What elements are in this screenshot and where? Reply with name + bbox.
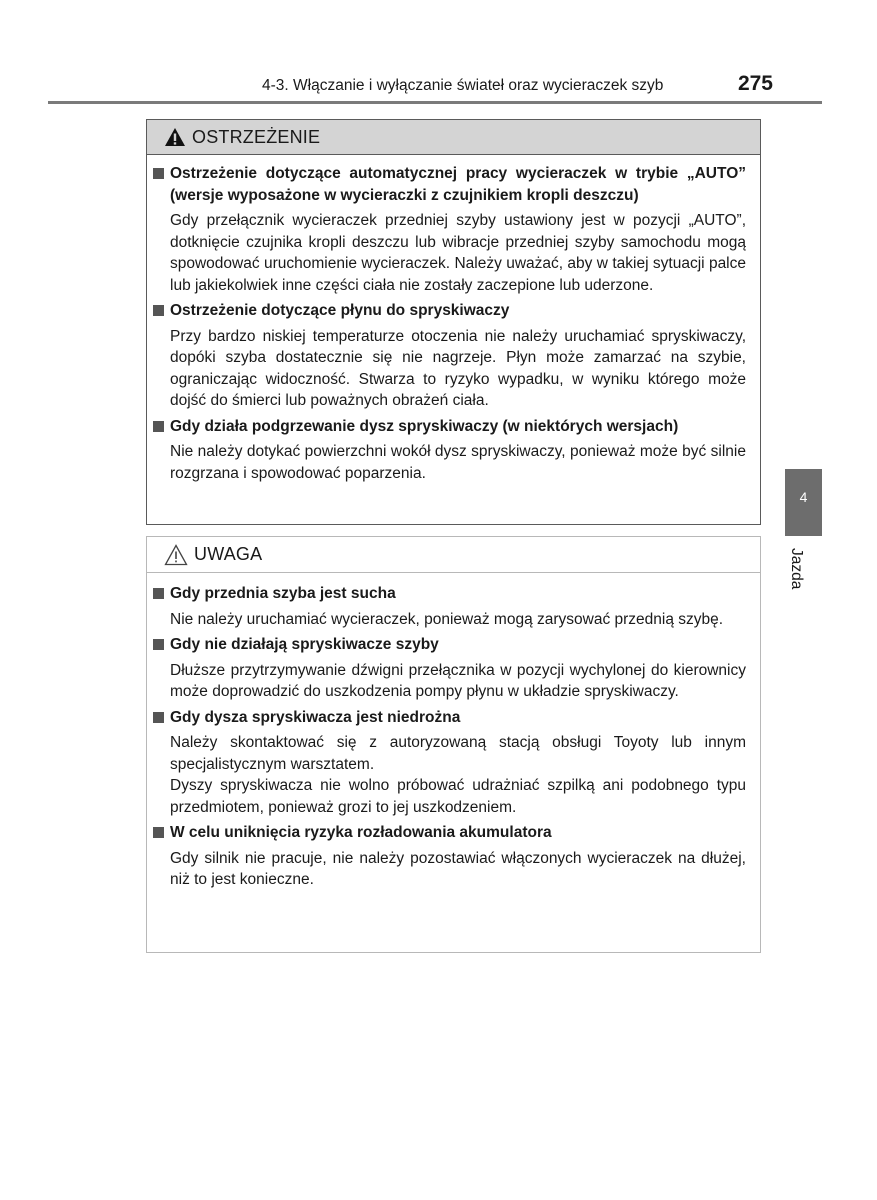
warning-triangle-icon [164,127,186,147]
section-paragraph: Nie należy dotykać powierzchni wokół dysz spryskiwaczy, ponieważ może być silnie rozgrzana i spowodować poparzenia. [170,443,746,482]
bullet-square [153,588,164,599]
caution-triangle-icon [164,544,188,566]
header-section-title: 4-3. Włączanie i wyłączanie świateł oraz wycieraczek szyb [262,77,664,94]
bullet-square [153,712,164,723]
section-title: Gdy nie działają spryskiwacze szyby [170,636,439,653]
header-rule [48,101,822,104]
bullet-square [153,168,164,179]
notice-title: UWAGA [194,544,263,564]
section-paragraph: Przy bardzo niskiej temperaturze otoczenia nie należy uruchamiać spryskiwaczy, dopóki szyba dostatecznie się nie nagrzeje. Płyn może zamarzać na szybie, ograniczając widoczność. Stwarza to ryzyko wypadku, w wyniku którego może dojść do śmierci lub poważnych obrażeń ciała. [170,327,746,409]
chapter-tab [785,469,822,536]
section-title: Gdy przednia szyba jest sucha [170,585,396,602]
section-paragraph: Dyszy spryskiwacza nie wolno próbować udrażniać szpilką ani podobnego typu przedmiotem, ponieważ grozi to jej uszkodzeniem. [170,777,746,816]
warning-title: OSTRZEŻENIE [192,126,321,147]
section-title: Gdy dysza spryskiwacza jest niedrożna [170,708,461,726]
warning-section [153,163,746,296]
warning-section [153,300,746,412]
notice-section [153,634,746,703]
section-paragraph: Gdy przełącznik wycieraczek przedniej szyby ustawiony jest w pozycji „AUTO”, dotknięcie czujnika kropli deszczu lub wibracje przedniej szyby samochodu mogą spowodować uruchomienie wycieraczek. Należy uważać, aby w takiej sytuacji palce lub jakiekolwiek inne części ciała nie zostały zaczepione lub uderzone. [170,212,746,294]
warning-box [146,119,761,525]
warning-header [147,120,760,155]
notice-section [153,822,746,891]
notice-section [153,583,746,630]
page-number: 275 [737,72,773,95]
bullet-square [153,421,164,432]
section-paragraph: Należy skontaktować się z autoryzowaną stacją obsługi Toyoty lub innym specjalistycznym warsztatem. [170,734,746,773]
bullet-square [153,639,164,650]
chapter-label [783,548,809,608]
section-title: W celu uniknięcia ryzyka rozładowania akumulatora [170,824,552,841]
bullet-square [153,305,164,316]
warning-section [153,416,746,485]
chapter-number: 4 [799,489,808,505]
notice-section [153,707,746,819]
notice-box [146,536,761,953]
chapter-label-text: Jazda [788,548,805,590]
section-paragraph: Gdy silnik nie pracuje, nie należy pozostawiać włączonych wycieraczek na dłużej, niż to jest konieczne. [170,849,746,888]
section-paragraph: Dłuższe przytrzymywanie dźwigni przełącznika w pozycji wychylonej do kierownicy może doprowadzić do uszkodzenia pompy płynu w układzie spryskiwaczy. [170,661,746,700]
section-title: Gdy działa podgrzewanie dysz spryskiwaczy (w niektórych wersjach) [170,417,679,435]
section-title: Ostrzeżenie dotyczące płynu do spryskiwaczy [170,302,510,319]
notice-header [147,537,760,573]
section-title: Ostrzeżenie dotyczące automatycznej pracy wycieraczek w trybie „AUTO” (wersje wyposażone w wycieraczki z czujnikiem kropli deszczu) [170,165,746,204]
section-paragraph: Nie należy uruchamiać wycieraczek, ponieważ mogą zarysować przednią szybę. [170,610,724,628]
bullet-square [153,827,164,838]
